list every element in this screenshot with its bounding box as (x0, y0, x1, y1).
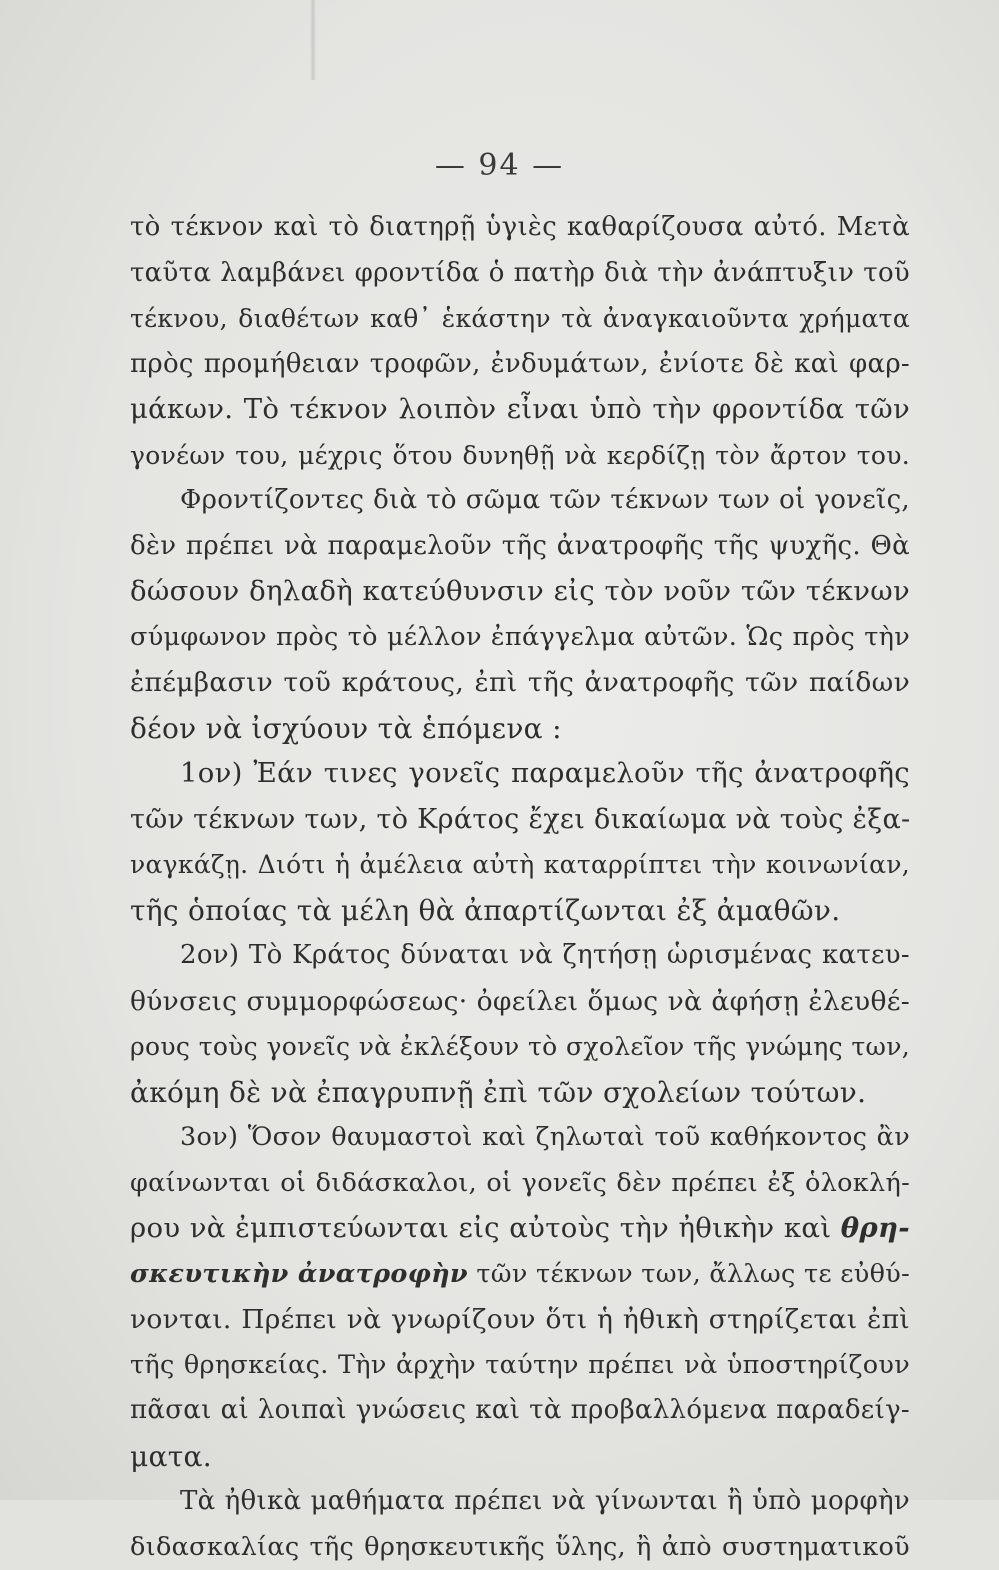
text-line (130, 888, 910, 934)
text-line (130, 1206, 910, 1252)
text-line (130, 342, 910, 388)
text-line (130, 387, 910, 433)
line-text: πᾶσαι αἱ λοιπαὶ γνώσεις καὶ τὰ προβαλλόμενα παραδείγ- (130, 1395, 910, 1425)
line-text: σύμφωνον πρὸς τὸ μέλλον ἐπάγγελμα αὐτῶν. Ὡς πρὸς τὴν (130, 622, 910, 652)
line-text: πρὸς προμήθειαν τροφῶν, ἐνδυμάτων, ἐνίοτε δὲ καὶ φαρ- (130, 349, 910, 379)
text-line (130, 1434, 910, 1480)
line-text: Φροντίζοντες διὰ τὸ σῶμα τῶν τέκνων των οἱ γονεῖς, (180, 485, 910, 515)
line-text: ἐπέμβασιν τοῦ κράτους, ἐπὶ τῆς ἀνατροφῆς τῶν παίδων (130, 667, 910, 698)
text-line (130, 842, 910, 888)
line-text: θύνσεις συμμορφώσεως· ὀφείλει ὅμως νὰ ἀφήσῃ ἐλευθέ- (130, 986, 910, 1017)
bold-italic-text: σκευτικὴν ἀνατροφὴν (130, 1259, 468, 1289)
text-line (130, 569, 910, 615)
text-line (130, 1525, 910, 1570)
text-line (130, 205, 910, 251)
line-text: νονται. Πρέπει νὰ γνωρίζουν ὅτι ἡ ἠθικὴ στηρίζεται ἐπὶ (130, 1304, 910, 1335)
line-text: ἀκόμη δὲ νὰ ἐπαγρυπνῇ ἐπὶ τῶν σχολείων τούτων. (130, 1076, 866, 1109)
text-line (130, 1115, 910, 1161)
text-line (130, 1479, 910, 1525)
text-line (130, 1161, 910, 1207)
text-line (130, 979, 910, 1025)
text-line (130, 433, 910, 479)
page-number: — 94 — (0, 148, 999, 183)
line-text: διδασκαλίας τῆς θρησκευτικῆς ὕλης, ἢ ἀπὸ συστηματικοῦ (130, 1532, 910, 1562)
page-crease (310, 0, 316, 80)
text-line (130, 1070, 910, 1116)
body-text (130, 205, 910, 1570)
line-text: 2ον) Τὸ Κράτος δύναται νὰ ζητήσῃ ὡρισμένας κατευ- (180, 940, 910, 970)
line-text: δὲν πρέπει νὰ παραμελοῦν τῆς ἀνατροφῆς τῆς ψυχῆς. Θὰ (130, 531, 910, 561)
line-text: γονέων του, μέχρις ὅτου δυνηθῇ νὰ κερδίζῃ τὸν ἄρτον του. (130, 441, 910, 470)
text-line (130, 933, 910, 979)
line-text: μάκων. Τὸ τέκνον λοιπὸν εἶναι ὑπὸ τὴν φροντίδα τῶν (130, 393, 910, 425)
line-text: Τὰ ἠθικὰ μαθήματα πρέπει νὰ γίνωνται ἢ ὑπὸ μορφὴν (180, 1486, 910, 1516)
line-text: 3ον) Ὅσον θαυμαστοὶ καὶ ζηλωταὶ τοῦ καθήκοντος ἂν (180, 1122, 910, 1152)
line-text: τὸ τέκνον καὶ τὸ διατηρῇ ὑγιὲς καθαρίζουσα αὐτό. Μετὰ (130, 212, 910, 242)
text-line (130, 1343, 910, 1389)
line-text: ματα. (130, 1440, 212, 1473)
text-line (130, 478, 910, 524)
line-text: ταῦτα λαμβάνει φροντίδα ὁ πατὴρ διὰ τὴν ἀνάπτυξιν τοῦ (130, 258, 910, 288)
line-text: ρους τοὺς γονεῖς νὰ ἐκλέξουν τὸ σχολεῖον τῆς γνώμης των, (130, 1032, 910, 1061)
line-text: τέκνου, διαθέτων καθ᾽ ἑκάστην τὰ ἀναγκαιοῦντα χρήματα (130, 304, 910, 333)
text-line (130, 797, 910, 843)
text-line (130, 1297, 910, 1343)
line-text: τῆς ὁποίας τὰ μέλη θὰ ἀπαρτίζωνται ἐξ ἀμαθῶν. (130, 894, 840, 927)
line-text: δώσουν δηλαδὴ κατεύθυνσιν εἰς τὸν νοῦν τῶν τέκνων (130, 575, 910, 607)
text-line (130, 1388, 910, 1434)
line-text: τῶν τέκνων των, ἄλλως τε εὐθύ- (476, 1259, 910, 1289)
text-line (130, 524, 910, 570)
text-line (130, 751, 910, 797)
line-text: τῆς θρησκείας. Τὴν ἀρχὴν ταύτην πρέπει νὰ ὑποστηρίζουν (130, 1350, 910, 1380)
text-line (130, 1024, 910, 1070)
line-text: δέον νὰ ἰσχύουν τὰ ἑπόμενα : (130, 712, 562, 745)
line-text: 1ον) Ἐάν τινες γονεῖς παραμελοῦν τῆς ἀνατροφῆς (180, 757, 910, 789)
line-text: ρου νὰ ἐμπιστεύωνται εἰς αὐτοὺς τὴν ἠθικὴν καὶ (130, 1212, 831, 1244)
text-line (130, 706, 910, 752)
line-text: ναγκάζῃ. Διότι ἡ ἀμέλεια αὐτὴ καταρρίπτει τὴν κοινωνίαν, (130, 850, 910, 879)
text-line (130, 660, 910, 706)
text-line (130, 1252, 910, 1298)
text-line (130, 251, 910, 297)
line-text: τῶν τέκνων των, τὸ Κράτος ἔχει δικαίωμα νὰ τοὺς ἐξα- (130, 804, 910, 835)
line-text: φαίνωνται οἱ διδάσκαλοι, οἱ γονεῖς δὲν πρέπει ἐξ ὁλοκλή- (130, 1168, 910, 1198)
text-line (130, 615, 910, 661)
text-line (130, 296, 910, 342)
bold-italic-text: θρη- (841, 1212, 910, 1244)
